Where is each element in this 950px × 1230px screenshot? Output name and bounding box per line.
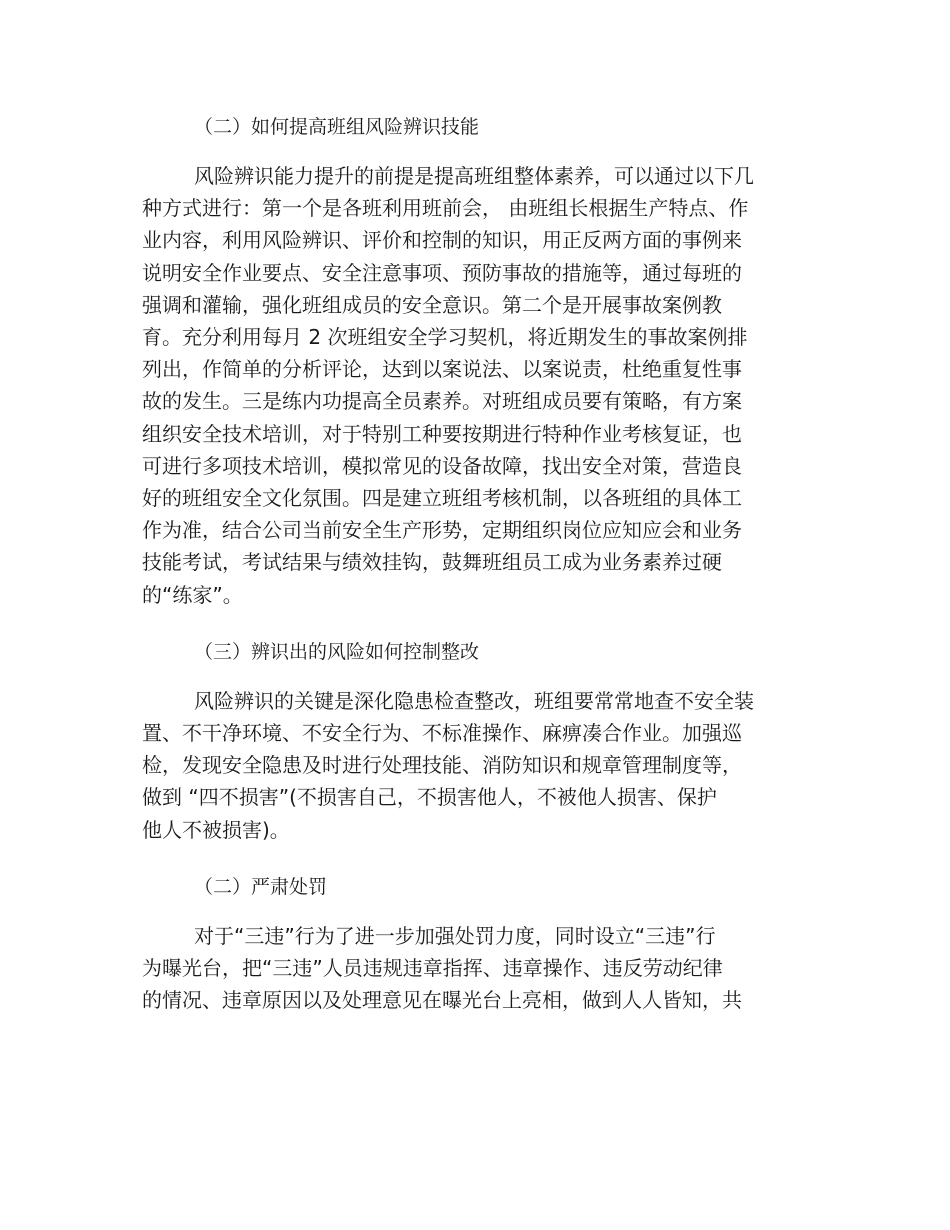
paragraph-line: 风险辨识的关键是深化隐患检查整改，班组要常常地查不安全装 bbox=[194, 688, 754, 713]
paragraph-line: 强调和灌输，强化班组成员的安全意识。第二个是开展事故案例教 bbox=[142, 292, 722, 317]
paragraph-line: 为曝光台，把“三违”人员违规违章指挥、违章操作、违反劳动纪律 bbox=[142, 956, 723, 981]
section-paragraph-risk-control-rectification bbox=[142, 685, 812, 846]
paragraph-line: 的情况、违章原因以及处理意见在曝光台上亮相，做到人人皆知，共 bbox=[142, 988, 742, 1013]
document-body bbox=[142, 110, 812, 1040]
paragraph-line: 作为准，结合公司当前安全生产形势，定期组织岗位应知应会和业务 bbox=[142, 518, 742, 543]
section-heading-risk-identification-skills: （二）如何提高班组风险辨识技能 bbox=[194, 116, 480, 138]
paragraph-line: 技能考试，考试结果与绩效挂钩，鼓舞班组员工成为业务素养过硬 bbox=[142, 550, 722, 575]
section-heading-strict-punishment: （二）严肃处罚 bbox=[194, 875, 328, 898]
paragraph-line: 种方式进行：第一个是各班利用班前会， 由班组长根据生产特点、作 bbox=[142, 196, 749, 221]
section-paragraph-risk-identification-skills bbox=[142, 160, 812, 611]
paragraph-line: 检，发现安全隐患及时进行处理技能、消防知识和规章管理制度等， bbox=[142, 753, 742, 778]
paragraph-line: 好的班组安全文化氛围。四是建立班组考核机制，以各班组的具体工 bbox=[142, 486, 742, 511]
section-heading-risk-control-rectification: （三）辨识出的风险如何控制整改 bbox=[194, 640, 480, 663]
section-paragraph-strict-punishment bbox=[142, 920, 812, 1017]
paragraph-line: 组织安全技术培训，对于特别工种要按期进行特种作业考核复证，也 bbox=[142, 421, 742, 446]
paragraph-line: 说明安全作业要点、安全注意事项、预防事故的措施等，通过每班的 bbox=[142, 260, 742, 285]
paragraph-line: 对于“三违”行为了进一步加强处罚力度，同时设立“三违”行 bbox=[194, 923, 716, 948]
paragraph-line: 业内容，利用风险辨识、评价和控制的知识，用正反两方面的事例来 bbox=[142, 228, 742, 253]
paragraph-line: 置、不干净环境、不安全行为、不标准操作、麻痹凑合作业。加强巡 bbox=[142, 721, 742, 746]
paragraph-line: 故的发生。三是练内功提高全员素养。对班组成员要有策略，有方案 bbox=[142, 389, 742, 414]
paragraph-line: 可进行多项技术培训，模拟常见的设备故障，找出安全对策，营造良 bbox=[142, 453, 742, 478]
paragraph-line: 列出，作简单的分析评论，达到以案说法、以案说责，杜绝重复性事 bbox=[142, 357, 742, 382]
paragraph-line: 的“练家”。 bbox=[142, 582, 243, 607]
paragraph-line: 他人不被损害)。 bbox=[142, 817, 290, 842]
paragraph-line: 风险辨识能力提升的前提是提高班组整体素养，可以通过以下几 bbox=[194, 164, 754, 188]
paragraph-line: 做到 “四不损害”(不损害自己，不损害他人，不被他人损害、保护 bbox=[142, 785, 717, 810]
paragraph-line: 育。充分利用每月 2 次班组安全学习契机，将近期发生的事故案例排 bbox=[142, 325, 748, 350]
